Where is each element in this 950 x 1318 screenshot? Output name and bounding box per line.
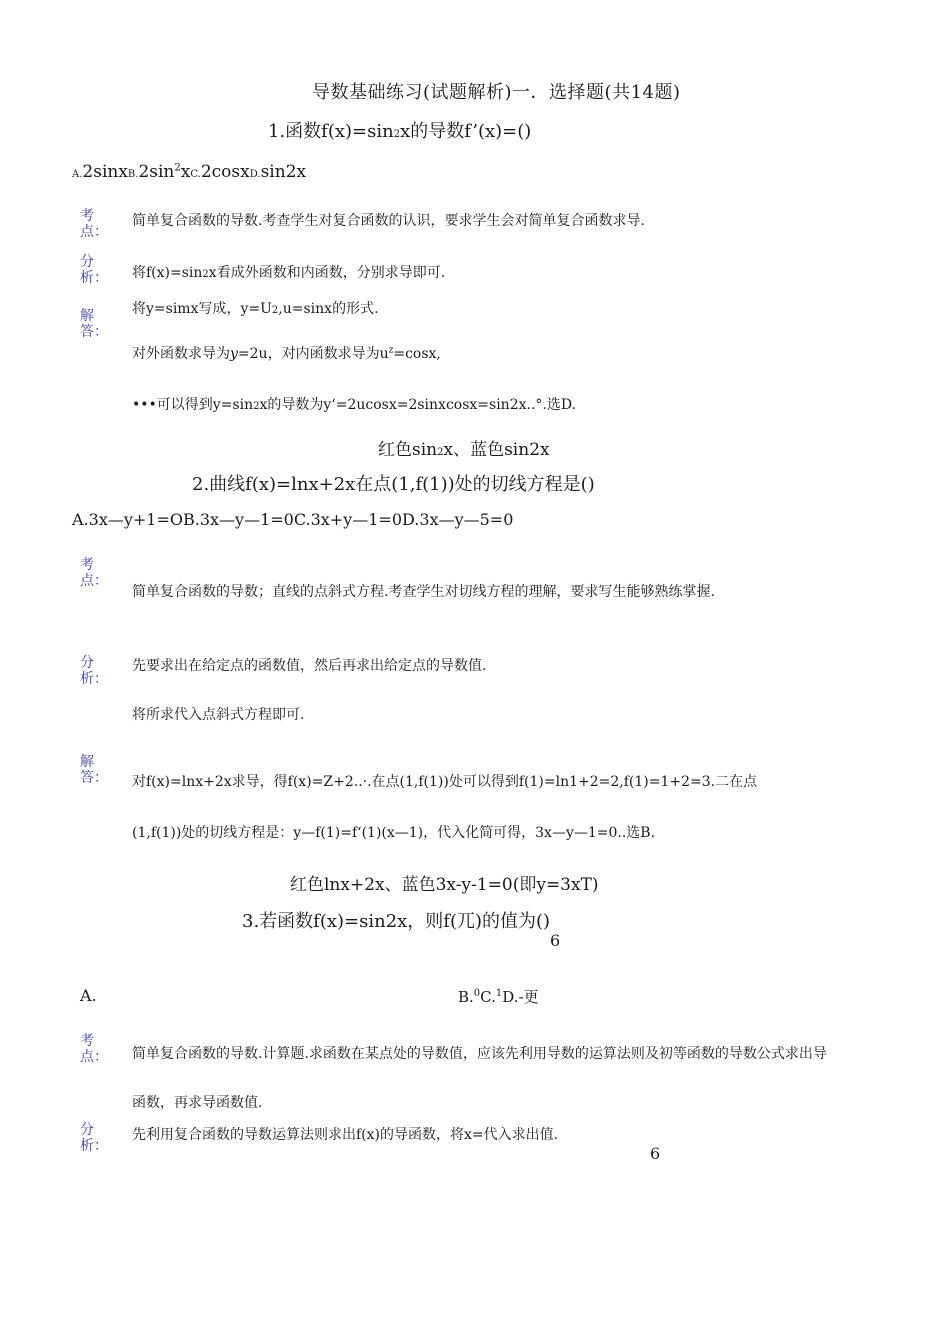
q1-jieda-1-text: 将y=simx写成，y=U (132, 301, 272, 317)
q2-color-note: 红色lnx+2x、蓝色3x-y-1=0(即y=3xT) (290, 875, 599, 895)
q2-title: 2.曲线f(x)=lnx+2x在点(1,f(1))处的切线方程是() (192, 474, 595, 495)
q1-jieda-3-text: •••可以得到y=sin (132, 397, 254, 413)
q1-jieda-3-subscript: 2 (253, 401, 260, 412)
q3-option-c: C. (480, 988, 496, 1006)
q2-kaodian-text: 简单复合函数的导数；直线的点斜式方程.考查学生对切线方程的理解，要求写生能够熟练掌握. (132, 584, 715, 600)
q2-jieda-line-1: 对f(x)=lnx+2x求导，得f(x)=Z+2..·.在点(1,f(1))处可以得到f(1)=ln1+2=2,f(1)=1+2=3.二在点 (132, 774, 758, 790)
q1-fenxi-text-1: 将f(x)=sin (132, 265, 203, 281)
page-number: 6 (650, 1144, 661, 1163)
q3-option-c-sup: 1 (495, 988, 503, 999)
q1-jieda-line-2 (132, 343, 441, 363)
q2-jieda-line-2: (1,f(1))处的切线方程是：y—f(1)=f‘(1)(x—1)，代入化简可得，3x—y—1=0..选B. (132, 825, 656, 841)
q1-option-b-2: x (180, 162, 191, 182)
q3-option-d: D.-更 (502, 988, 539, 1006)
q1-option-d-label: D. (249, 169, 261, 180)
q3-fenxi-label: 分析： (80, 1122, 108, 1154)
q1-fenxi-text-2: x看成外函数和内函数，分别求导即可. (208, 265, 446, 281)
q1-title (268, 117, 531, 143)
q2-jieda-label: 解答： (80, 754, 108, 786)
q1-jieda-2-text-3: =cosx, (393, 346, 441, 362)
q1-title-text: 1.函数f(x)=sin (268, 121, 394, 142)
q1-jieda-1-subscript: 2 (271, 305, 279, 316)
q3-title: 3.若函数f(x)=sin2x，则f(兀)的值为() (242, 911, 551, 932)
q3-kaodian-label: 考点： (80, 1033, 108, 1065)
q1-note-subscript: 2 (437, 447, 444, 458)
q1-option-c-label: C. (190, 169, 201, 180)
q1-note-text: 红色sin (378, 440, 438, 460)
q3-fenxi-text: 先利用复合函数的导数运算法则求出f(x)的导函数，将x=代入求出值. (132, 1127, 559, 1143)
q3-options-bcd (458, 986, 539, 1007)
q2-kaodian-label: 考点： (80, 557, 108, 589)
q3-option-b-sup: 0 (473, 988, 481, 999)
q1-fenxi-text (132, 262, 445, 282)
q1-option-b-sup: 2 (174, 162, 181, 174)
q1-option-c: 2cosx (200, 162, 250, 182)
q1-title-text-2: x的导数f’(x)=() (400, 121, 532, 142)
q3-kaodian-line-1: 简单复合函数的导数.计算题.求函数在某点处的导数值，应该先利用导数的运算法则及初等函数的导数公式求出导 (132, 1046, 827, 1062)
q1-jieda-2-sup: z (388, 345, 394, 356)
q2-fenxi-label: 分析： (80, 655, 108, 687)
q1-note-text-2: x、蓝色sin2x (443, 440, 550, 460)
q1-jieda-2-y: y (230, 346, 238, 362)
q1-jieda-3-text-2: x的导数为y‘=2ucosx=2sinxcosx=sin2x..°.选D. (259, 397, 577, 413)
q3-option-a: A. (80, 986, 97, 1005)
q2-fenxi-line-1: 先要求出在给定点的函数值，然后再求出给定点的导数值. (132, 658, 487, 674)
q1-option-a: 2sinx (82, 162, 128, 182)
q1-option-b-label: B. (127, 169, 139, 180)
q1-jieda-line-1 (132, 298, 379, 318)
q1-option-d: sin2x (260, 162, 307, 182)
q1-title-subscript: 2 (393, 129, 401, 140)
q3-option-b: B. (458, 988, 474, 1006)
document-title: 导数基础练习(试题解析)一．选择题(共14题) (312, 82, 681, 103)
q1-jieda-label: 解答： (80, 308, 108, 340)
q3-title-denominator: 6 (550, 931, 561, 950)
q2-options: A.3x—y+1=OB.3x—y—1=0C.3x+y—1=0D.3x—y—5=0 (72, 510, 514, 529)
q1-option-b: 2sin (138, 162, 175, 182)
q1-option-a-label: A. (72, 169, 83, 180)
q1-jieda-line-3 (132, 394, 576, 414)
q1-jieda-1-text-2: ,u=sinx的形式. (278, 301, 379, 317)
q3-kaodian-line-2: 函数，再求导函数值. (132, 1095, 263, 1111)
q2-fenxi-line-2: 将所求代入点斜式方程即可. (132, 707, 305, 723)
q1-kaodian-label: 考点： (80, 208, 108, 240)
q1-fenxi-label: 分析： (80, 254, 108, 286)
q1-fenxi-subscript: 2 (202, 269, 209, 280)
q1-color-note (378, 435, 550, 460)
q1-jieda-2-text-2: =2u，对内函数求导为u (237, 346, 389, 362)
q1-jieda-2-text: 对外函数求导为 (132, 346, 230, 362)
q1-kaodian-text: 简单复合函数的导数.考查学生对复合函数的认识，要求学生会对简单复合函数求导. (132, 213, 645, 229)
q1-options (72, 162, 306, 182)
